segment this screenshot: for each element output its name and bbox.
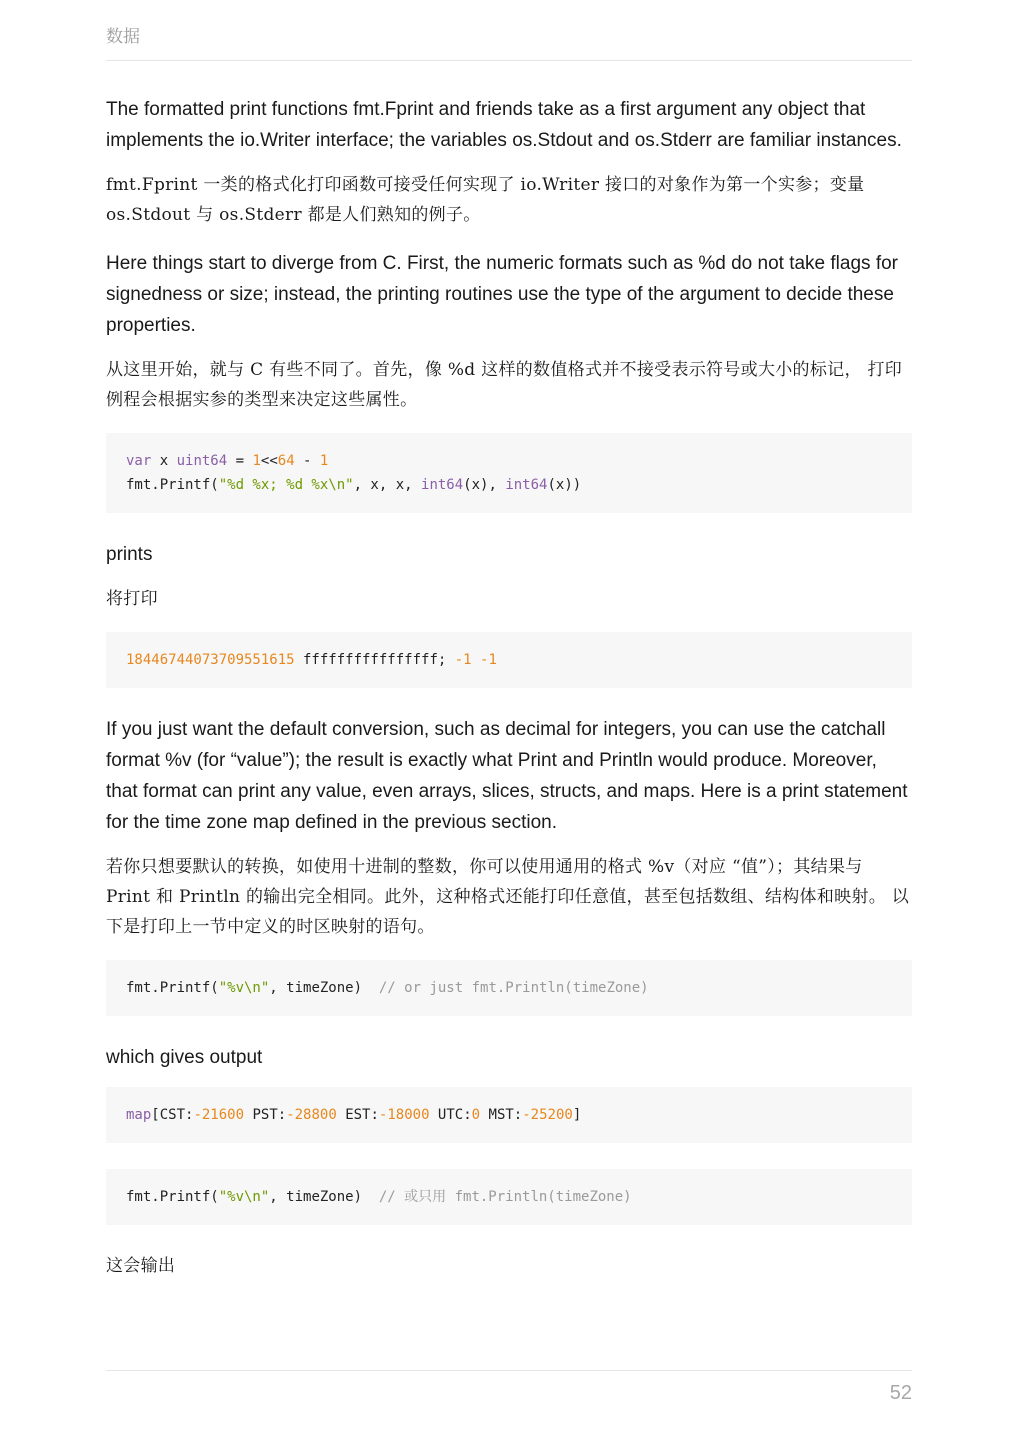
code-token: 0 <box>471 1107 481 1123</box>
code-token: -18000 <box>378 1107 430 1123</box>
paragraph-catchall-zh: 若你只想要默认的转换，如使用十进制的整数，你可以使用通用的格式 %v（对应 “值”）；其结果与 Print 和 Println 的输出完全相同。此外，这种格式还能打印任意值，甚至包括数组、结构体和映射。 以下是打印上一节中定义的时区映射的语句。 <box>106 857 910 937</box>
paragraph-gives-output-zh: 这会输出 <box>106 1256 176 1276</box>
code-block-uint64 <box>106 433 912 513</box>
code-token: , x, x, <box>353 477 422 493</box>
code-token: EST: <box>336 1107 379 1123</box>
header-divider <box>106 60 912 61</box>
code-token: uint64 <box>176 453 228 469</box>
code-token: ffffffffffffffff; <box>294 652 455 668</box>
code-token: fmt.Printf( <box>126 477 219 493</box>
code-token <box>472 652 480 668</box>
code-token: 18446744073709551615 <box>126 652 295 668</box>
paragraph-catchall-en: If you just want the default conversion, such as decimal for integers, you can use the catchall format %v (for “value”); the result is exactly what Print and Println would produce. Moreover, that format can print any value, even arrays, slices, structs, and maps. Here is a print statement for the time zone map defined in the previous section. <box>106 719 908 833</box>
code-token: int64 <box>421 477 464 493</box>
document-page <box>106 0 912 1440</box>
code-token: , timeZone) <box>269 1189 379 1205</box>
code-block-printf-v-zh <box>106 1169 912 1225</box>
code-token: - <box>294 453 320 469</box>
paragraph-gives-output-en: which gives output <box>106 1047 263 1068</box>
code-token: x <box>151 453 177 469</box>
code-token: -21600 <box>193 1107 245 1123</box>
page-number: 52 <box>889 1382 912 1404</box>
paragraph-diverge-en: Here things start to diverge from C. First, the numeric formats such as %d do not take flags for signedness or size; instead, the printing routines use the type of the argument to decide these properties. <box>106 253 898 336</box>
code-token: [CST: <box>151 1107 194 1123</box>
code-token: (x)) <box>547 477 582 493</box>
code-token: PST: <box>244 1107 287 1123</box>
code-token: MST: <box>480 1107 523 1123</box>
running-header: 数据 <box>106 27 140 47</box>
paragraph-prints-en: prints <box>106 544 153 565</box>
code-comment: // or just fmt.Println(timeZone) <box>378 980 649 996</box>
code-token: -28800 <box>286 1107 337 1123</box>
code-token: << <box>260 453 278 469</box>
paragraph-fprint-zh: fmt.Fprint 一类的格式化打印函数可接受任何实现了 io.Writer 接口的对象作为第一个实参；变量 os.Stdout 与 os.Stderr 都是人们熟知的例子。 <box>106 175 865 225</box>
code-token: "%v\n" <box>218 980 270 996</box>
code-token: = <box>227 453 253 469</box>
code-token: ] <box>572 1107 582 1123</box>
code-block-printf-v <box>106 960 912 1016</box>
code-token: map <box>126 1107 152 1123</box>
code-token: 1 <box>252 453 261 469</box>
paragraph-diverge-zh: 从这里开始，就与 C 有些不同了。首先，像 %d 这样的数值格式并不接受表示符号或大小的标记， 打印例程会根据实参的类型来决定这些属性。 <box>106 360 903 410</box>
code-token: 64 <box>277 453 295 469</box>
code-token: 1 <box>319 453 329 469</box>
code-token: "%d %x; %d %x\n" <box>218 477 354 493</box>
code-token: UTC: <box>429 1107 472 1123</box>
code-comment: // 或只用 fmt.Println(timeZone) <box>378 1189 632 1205</box>
footer-divider <box>106 1370 912 1371</box>
code-token: -25200 <box>522 1107 573 1123</box>
code-token: int64 <box>505 477 548 493</box>
paragraph-fprint-en: The formatted print functions fmt.Fprint and friends take as a first argument any object that implements the io.Writer interface; the variables os.Stdout and os.Stderr are familiar instances. <box>106 99 902 151</box>
code-token: "%v\n" <box>218 1189 270 1205</box>
code-token: -1 <box>480 652 497 668</box>
code-block-map-output <box>106 1087 912 1143</box>
code-token: -1 <box>454 652 472 668</box>
code-token: fmt.Printf( <box>126 1189 219 1205</box>
page-content <box>106 94 912 1299</box>
code-token: var <box>126 453 152 469</box>
code-token: (x), <box>463 477 506 493</box>
code-token: fmt.Printf( <box>126 980 219 996</box>
code-token: , timeZone) <box>269 980 379 996</box>
paragraph-prints-zh: 将打印 <box>106 589 158 609</box>
code-block-output <box>106 632 912 688</box>
